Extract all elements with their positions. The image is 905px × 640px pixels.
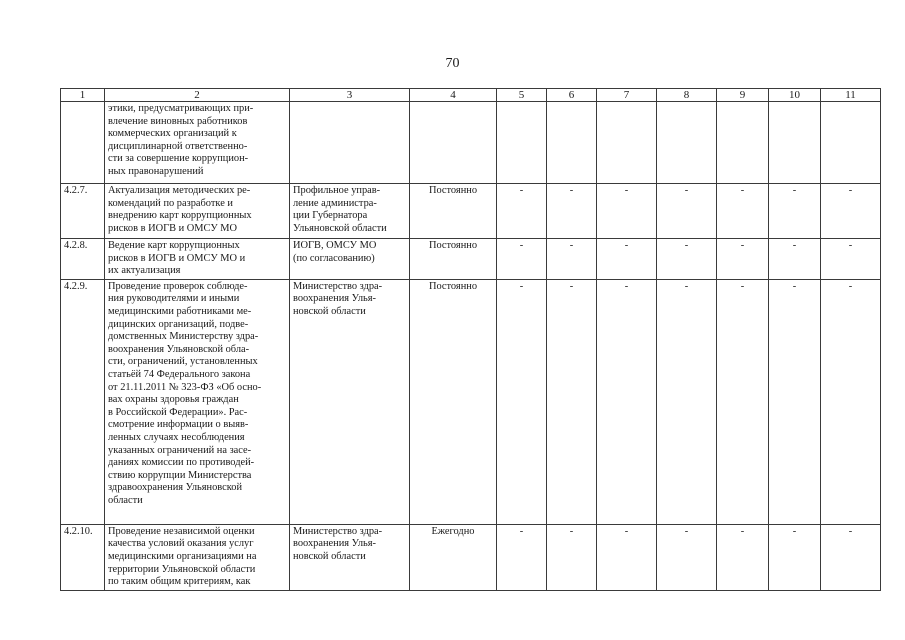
- item-description-line: дицинских организаций, подве-: [108, 318, 249, 330]
- column-header-10: 10: [769, 89, 821, 102]
- item-description-line: их актуализация: [108, 265, 181, 277]
- item-term: Постоянно: [410, 239, 497, 280]
- value-cell-col6: -: [547, 239, 597, 280]
- value-cell-col11: -: [821, 184, 881, 239]
- item-responsible: [290, 279, 410, 524]
- value-cell-col6: -: [547, 184, 597, 239]
- item-responsible-line: воохранения Улья-: [293, 538, 376, 550]
- table-row: [61, 279, 881, 524]
- value-cell-col7: -: [597, 279, 657, 524]
- item-description-line: рисков в ИОГВ и ОМСУ МО и: [108, 252, 246, 264]
- item-term: Постоянно: [410, 279, 497, 524]
- item-responsible-line: воохранения Улья-: [293, 293, 376, 305]
- item-description-line: рисков в ИОГВ и ОМСУ МО: [108, 222, 238, 234]
- item-responsible-line: ции Губернатора: [293, 210, 368, 222]
- item-description-line: сти, ограничений, установленных: [108, 356, 258, 368]
- value-cell-col8: -: [657, 184, 717, 239]
- item-description-line: области: [108, 494, 143, 506]
- item-description-line: смотрение информации о выяв-: [108, 419, 249, 431]
- value-cell-col8: -: [657, 239, 717, 280]
- column-header-5: 5: [497, 89, 547, 102]
- item-number: 4.2.9.: [61, 279, 105, 524]
- item-term: [410, 102, 497, 184]
- value-cell-col8: -: [657, 279, 717, 524]
- item-number: 4.2.10.: [61, 524, 105, 590]
- value-cell-col11: -: [821, 239, 881, 280]
- header-row: [61, 89, 881, 102]
- item-description-line: указанных ограничений на засе-: [108, 444, 252, 456]
- item-responsible-line: новской области: [293, 550, 366, 562]
- value-cell-col5: -: [497, 239, 547, 280]
- value-cell-col7: -: [597, 184, 657, 239]
- item-responsible: [290, 524, 410, 590]
- value-cell-col5: [497, 102, 547, 184]
- column-header-8: 8: [657, 89, 717, 102]
- column-header-4: 4: [410, 89, 497, 102]
- item-description-line: качества условий оказания услуг: [108, 538, 254, 550]
- item-description-line: Проведение проверок соблюде-: [108, 280, 248, 292]
- item-responsible-line: ИОГВ, ОМСУ МО: [293, 240, 377, 251]
- item-description-line: вах охраны здоровья граждан: [108, 394, 239, 406]
- value-cell-col10: -: [769, 239, 821, 280]
- item-description-line: дисциплинарной ответственно-: [108, 140, 248, 152]
- item-responsible-line: Министерство здра-: [293, 525, 383, 537]
- value-cell-col5: -: [497, 279, 547, 524]
- item-responsible-line: ление администра-: [293, 197, 377, 209]
- item-description-line: медицинскими работниками ме-: [108, 305, 252, 317]
- item-description: [105, 524, 290, 590]
- item-responsible: [290, 184, 410, 239]
- item-description-line: комендаций по разработке и: [108, 197, 233, 209]
- value-cell-col10: -: [769, 184, 821, 239]
- column-header-2: 2: [105, 89, 290, 102]
- value-cell-col5: -: [497, 184, 547, 239]
- item-description-line: коммерческих организаций к: [108, 128, 237, 140]
- item-description-line: даниях комиссии по противодей-: [108, 457, 255, 469]
- item-term: Постоянно: [410, 184, 497, 239]
- item-description-line: ствию коррупции Министерства: [108, 469, 252, 481]
- table-row: [61, 239, 881, 280]
- value-cell-col10: -: [769, 524, 821, 590]
- value-cell-col11: [821, 102, 881, 184]
- item-responsible-line: Профильное управ-: [293, 185, 381, 196]
- item-description-line: влечение виновных работников: [108, 115, 248, 127]
- value-cell-col10: -: [769, 279, 821, 524]
- item-description-line: внедрению карт коррупционных: [108, 210, 252, 222]
- item-responsible-line: (по согласованию): [293, 252, 375, 264]
- value-cell-col7: -: [597, 239, 657, 280]
- item-description-line: этики, предусматривающих при-: [108, 103, 254, 114]
- item-description-line: ния руководителями и иными: [108, 293, 240, 305]
- value-cell-col7: [597, 102, 657, 184]
- item-description: [105, 279, 290, 524]
- item-responsible: [290, 102, 410, 184]
- column-header-7: 7: [597, 89, 657, 102]
- value-cell-col6: -: [547, 524, 597, 590]
- item-responsible-line: Министерство здра-: [293, 280, 383, 292]
- value-cell-col10: [769, 102, 821, 184]
- item-number: 4.2.7.: [61, 184, 105, 239]
- item-description-line: от 21.11.2011 № 323-ФЗ «Об осно-: [108, 381, 262, 393]
- item-description-line: домственных Министерству здра-: [108, 331, 259, 343]
- item-description-line: сти за совершение коррупцион-: [108, 153, 249, 165]
- item-description-line: по таким общим критериям, как: [108, 576, 251, 588]
- table-body: [61, 102, 881, 591]
- table-row: [61, 184, 881, 239]
- item-description-line: ных правонарушений: [108, 165, 204, 177]
- column-header-3: 3: [290, 89, 410, 102]
- item-description-line: статьёй 74 Федерального закона: [108, 368, 251, 380]
- item-description-line: ленных случаях несоблюдения: [108, 431, 245, 443]
- value-cell-col8: [657, 102, 717, 184]
- item-term: Ежегодно: [410, 524, 497, 590]
- value-cell-col6: [547, 102, 597, 184]
- item-description-line: Проведение независимой оценки: [108, 525, 255, 537]
- table-row: [61, 102, 881, 184]
- table-row: [61, 524, 881, 590]
- value-cell-col9: -: [717, 279, 769, 524]
- item-description: [105, 184, 290, 239]
- item-responsible-line: Ульяновской области: [293, 222, 387, 234]
- plan-table: [60, 88, 881, 591]
- item-responsible-line: новской области: [293, 305, 366, 317]
- value-cell-col11: -: [821, 524, 881, 590]
- value-cell-col7: -: [597, 524, 657, 590]
- page-number: 70: [445, 56, 460, 71]
- item-description-line: территории Ульяновской области: [108, 563, 256, 575]
- value-cell-col9: -: [717, 239, 769, 280]
- item-description-line: здравоохранения Ульяновской: [108, 482, 243, 494]
- value-cell-col9: -: [717, 184, 769, 239]
- column-header-6: 6: [547, 89, 597, 102]
- column-header-1: 1: [61, 89, 105, 102]
- item-description-line: в Российской Федерации». Рас-: [108, 406, 248, 418]
- item-description-line: Ведение карт коррупционных: [108, 240, 240, 251]
- value-cell-col8: -: [657, 524, 717, 590]
- item-responsible: [290, 239, 410, 280]
- column-header-11: 11: [821, 89, 881, 102]
- value-cell-col5: -: [497, 524, 547, 590]
- item-description-line: воохранения Ульяновской обла-: [108, 343, 250, 355]
- column-header-9: 9: [717, 89, 769, 102]
- value-cell-col6: -: [547, 279, 597, 524]
- value-cell-col11: -: [821, 279, 881, 524]
- item-description-line: Актуализация методических ре-: [108, 185, 251, 196]
- item-description: [105, 102, 290, 184]
- item-description: [105, 239, 290, 280]
- item-number: 4.2.8.: [61, 239, 105, 280]
- item-number: [61, 102, 105, 184]
- value-cell-col9: [717, 102, 769, 184]
- item-description-line: медицинскими организациями на: [108, 550, 257, 562]
- value-cell-col9: -: [717, 524, 769, 590]
